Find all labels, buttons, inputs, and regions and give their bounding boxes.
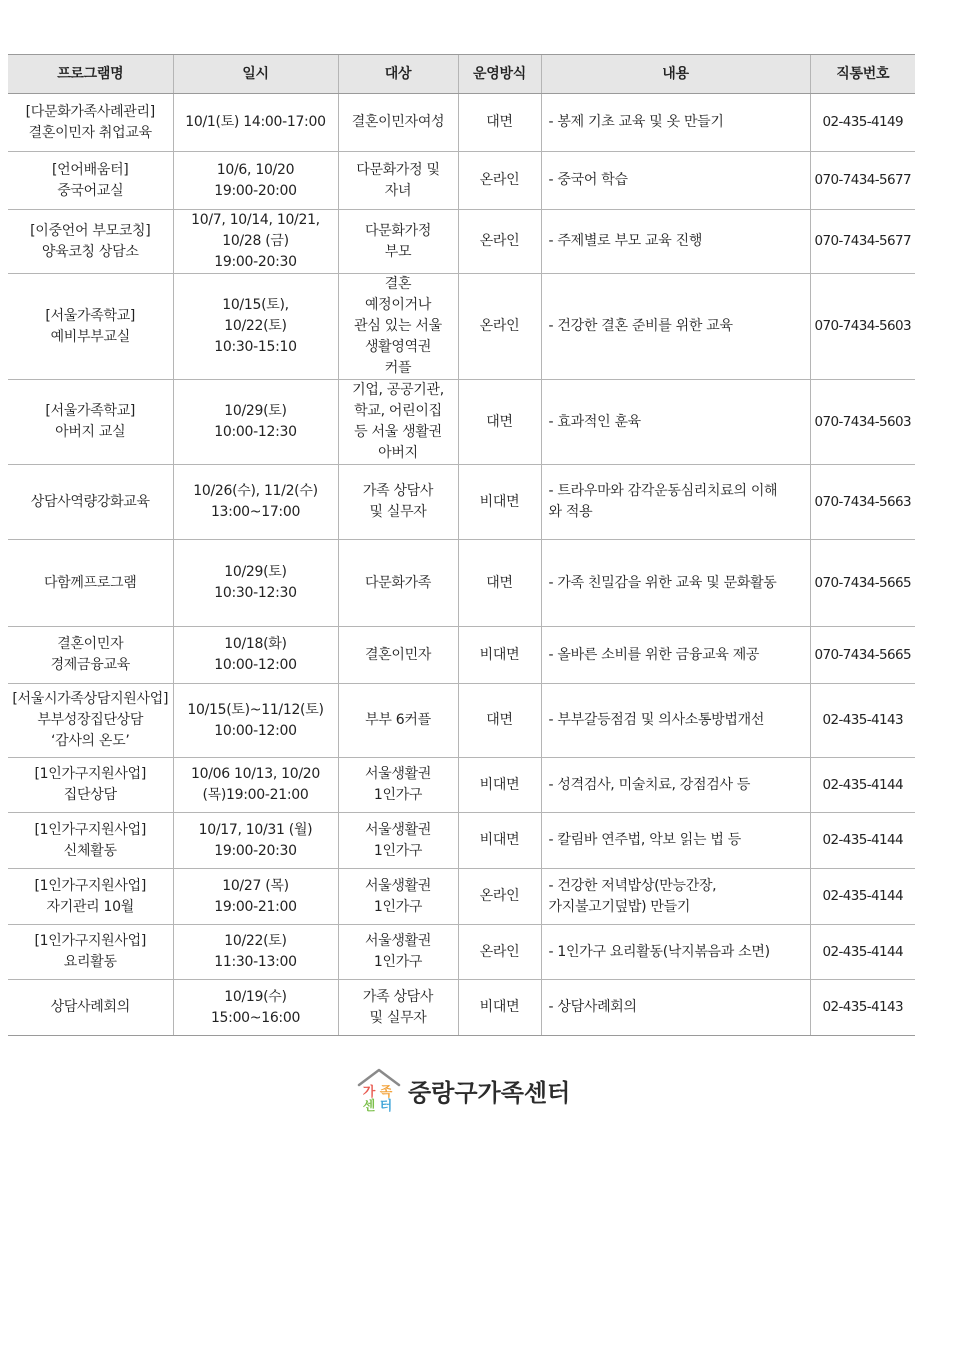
- phone-cell: 070-7434-5603: [810, 274, 915, 380]
- target-cell: 서울생활권 1인가구: [338, 869, 458, 925]
- program-name-cell: [1인가구지원사업] 신체활동: [8, 813, 173, 869]
- target-cell: 가족 상담사 및 실무자: [338, 980, 458, 1036]
- target-cell: 가족 상담사 및 실무자: [338, 465, 458, 540]
- method-cell: 비대면: [458, 758, 541, 813]
- family-center-logo-icon: [356, 1067, 402, 1113]
- program-name-cell: [다문화가족사례관리] 결혼이민자 취업교육: [8, 94, 173, 152]
- method-cell: 비대면: [458, 465, 541, 540]
- logo-char: 족: [379, 1085, 393, 1100]
- table-row: [8, 980, 915, 1036]
- method-cell: 온라인: [458, 210, 541, 274]
- table-row: [8, 758, 915, 813]
- table-row: [8, 684, 915, 758]
- content-cell: - 건강한 저녁밥상(만능간장, 가지불고기덮밥) 만들기: [541, 869, 810, 925]
- table-row: [8, 94, 915, 152]
- target-cell: 서울생활권 1인가구: [338, 813, 458, 869]
- program-name-cell: [언어배움터] 중국어교실: [8, 152, 173, 210]
- program-name-cell: [이중언어 부모코칭] 양육코칭 상담소: [8, 210, 173, 274]
- program-name-cell: 상담사례회의: [8, 980, 173, 1036]
- target-cell: 결혼이민자여성: [338, 94, 458, 152]
- header-operation-method: 운영방식: [458, 55, 541, 94]
- program-name-cell: [1인가구지원사업] 집단상담: [8, 758, 173, 813]
- table-row: [8, 813, 915, 869]
- table-row: [8, 274, 915, 380]
- phone-cell: 02-435-4143: [810, 980, 915, 1036]
- content-cell: - 주제별로 부모 교육 진행: [541, 210, 810, 274]
- datetime-cell: 10/22(토) 11:30-13:00: [173, 925, 338, 980]
- program-name-cell: [1인가구지원사업] 요리활동: [8, 925, 173, 980]
- method-cell: 대면: [458, 540, 541, 627]
- logo-char: 터: [379, 1099, 393, 1113]
- target-cell: 결혼이민자: [338, 627, 458, 684]
- target-cell: 다문화가정 및 자녀: [338, 152, 458, 210]
- phone-cell: 02-435-4143: [810, 684, 915, 758]
- datetime-cell: 10/06 10/13, 10/20 (목)19:00-21:00: [173, 758, 338, 813]
- datetime-cell: 10/7, 10/14, 10/21, 10/28 (금) 19:00-20:30: [173, 210, 338, 274]
- method-cell: 대면: [458, 684, 541, 758]
- phone-cell: 070-7434-5677: [810, 210, 915, 274]
- phone-cell: 02-435-4144: [810, 925, 915, 980]
- header-datetime: 일시: [173, 55, 338, 94]
- datetime-cell: 10/29(토) 10:30-12:30: [173, 540, 338, 627]
- content-cell: - 상담사례회의: [541, 980, 810, 1036]
- program-name-cell: [1인가구지원사업] 자기관리 10월: [8, 869, 173, 925]
- content-cell: - 부부갈등점검 및 의사소통방법개선: [541, 684, 810, 758]
- program-name-cell: [서울가족학교] 아버지 교실: [8, 380, 173, 465]
- content-cell: - 올바른 소비를 위한 금융교육 제공: [541, 627, 810, 684]
- program-schedule-table: [8, 54, 915, 1036]
- phone-cell: 02-435-4144: [810, 813, 915, 869]
- phone-cell: 070-7434-5665: [810, 540, 915, 627]
- datetime-cell: 10/27 (목) 19:00-21:00: [173, 869, 338, 925]
- phone-cell: 02-435-4149: [810, 94, 915, 152]
- header-target: 대상: [338, 55, 458, 94]
- datetime-cell: 10/29(토) 10:00-12:30: [173, 380, 338, 465]
- datetime-cell: 10/1(토) 14:00-17:00: [173, 94, 338, 152]
- phone-cell: 070-7434-5677: [810, 152, 915, 210]
- target-cell: 서울생활권 1인가구: [338, 925, 458, 980]
- datetime-cell: 10/19(수) 15:00~16:00: [173, 980, 338, 1036]
- center-name: 중랑구가족센터: [408, 1078, 571, 1107]
- content-cell: - 가족 친밀감을 위한 교육 및 문화활동: [541, 540, 810, 627]
- phone-cell: 070-7434-5665: [810, 627, 915, 684]
- table-row: [8, 540, 915, 627]
- header-program-name: 프로그램명: [8, 55, 173, 94]
- datetime-cell: 10/26(수), 11/2(수) 13:00~17:00: [173, 465, 338, 540]
- table-row: [8, 627, 915, 684]
- program-name-cell: [서울시가족상담지원사업] 부부성장집단상담 ‘감사의 온도’: [8, 684, 173, 758]
- logo-char: 가: [362, 1085, 376, 1100]
- program-name-cell: [서울가족학교] 예비부부교실: [8, 274, 173, 380]
- datetime-cell: 10/6, 10/20 19:00-20:00: [173, 152, 338, 210]
- header-phone: 직통번호: [810, 55, 915, 94]
- content-cell: - 1인가구 요리활동(낙지볶음과 소면): [541, 925, 810, 980]
- method-cell: 온라인: [458, 152, 541, 210]
- datetime-cell: 10/15(토)~11/12(토) 10:00-12:00: [173, 684, 338, 758]
- target-cell: 서울생활권 1인가구: [338, 758, 458, 813]
- table-row: [8, 465, 915, 540]
- program-name-cell: 다함께프로그램: [8, 540, 173, 627]
- datetime-cell: 10/17, 10/31 (월) 19:00-20:30: [173, 813, 338, 869]
- program-name-cell: 상담사역량강화교육: [8, 465, 173, 540]
- method-cell: 대면: [458, 380, 541, 465]
- content-cell: - 봉제 기초 교육 및 옷 만들기: [541, 94, 810, 152]
- program-name-cell: 결혼이민자 경제금융교육: [8, 627, 173, 684]
- method-cell: 비대면: [458, 627, 541, 684]
- content-cell: - 칼림바 연주법, 악보 읽는 법 등: [541, 813, 810, 869]
- phone-cell: 070-7434-5603: [810, 380, 915, 465]
- content-cell: - 효과적인 훈육: [541, 380, 810, 465]
- table-row: [8, 925, 915, 980]
- method-cell: 온라인: [458, 869, 541, 925]
- phone-cell: 02-435-4144: [810, 869, 915, 925]
- table-row: [8, 380, 915, 465]
- phone-cell: 02-435-4144: [810, 758, 915, 813]
- center-logo: [356, 1064, 570, 1116]
- target-cell: 결혼 예정이거나 관심 있는 서울 생활영역권 커플: [338, 274, 458, 380]
- table-header-row: [8, 55, 915, 94]
- logo-char: 센: [362, 1099, 376, 1113]
- table-row: [8, 210, 915, 274]
- table-row: [8, 152, 915, 210]
- table-row: [8, 869, 915, 925]
- method-cell: 비대면: [458, 813, 541, 869]
- header-content: 내용: [541, 55, 810, 94]
- method-cell: 비대면: [458, 980, 541, 1036]
- content-cell: - 성격검사, 미술치료, 강점검사 등: [541, 758, 810, 813]
- method-cell: 온라인: [458, 274, 541, 380]
- content-cell: - 트라우마와 감각운동심리치료의 이해 와 적용: [541, 465, 810, 540]
- method-cell: 온라인: [458, 925, 541, 980]
- phone-cell: 070-7434-5663: [810, 465, 915, 540]
- method-cell: 대면: [458, 94, 541, 152]
- target-cell: 다문화가정 부모: [338, 210, 458, 274]
- datetime-cell: 10/15(토), 10/22(토) 10:30-15:10: [173, 274, 338, 380]
- content-cell: - 중국어 학습: [541, 152, 810, 210]
- target-cell: 부부 6커플: [338, 684, 458, 758]
- datetime-cell: 10/18(화) 10:00-12:00: [173, 627, 338, 684]
- content-cell: - 건강한 결혼 준비를 위한 교육: [541, 274, 810, 380]
- target-cell: 기업, 공공기관, 학교, 어린이집 등 서울 생활권 아버지: [338, 380, 458, 465]
- target-cell: 다문화가족: [338, 540, 458, 627]
